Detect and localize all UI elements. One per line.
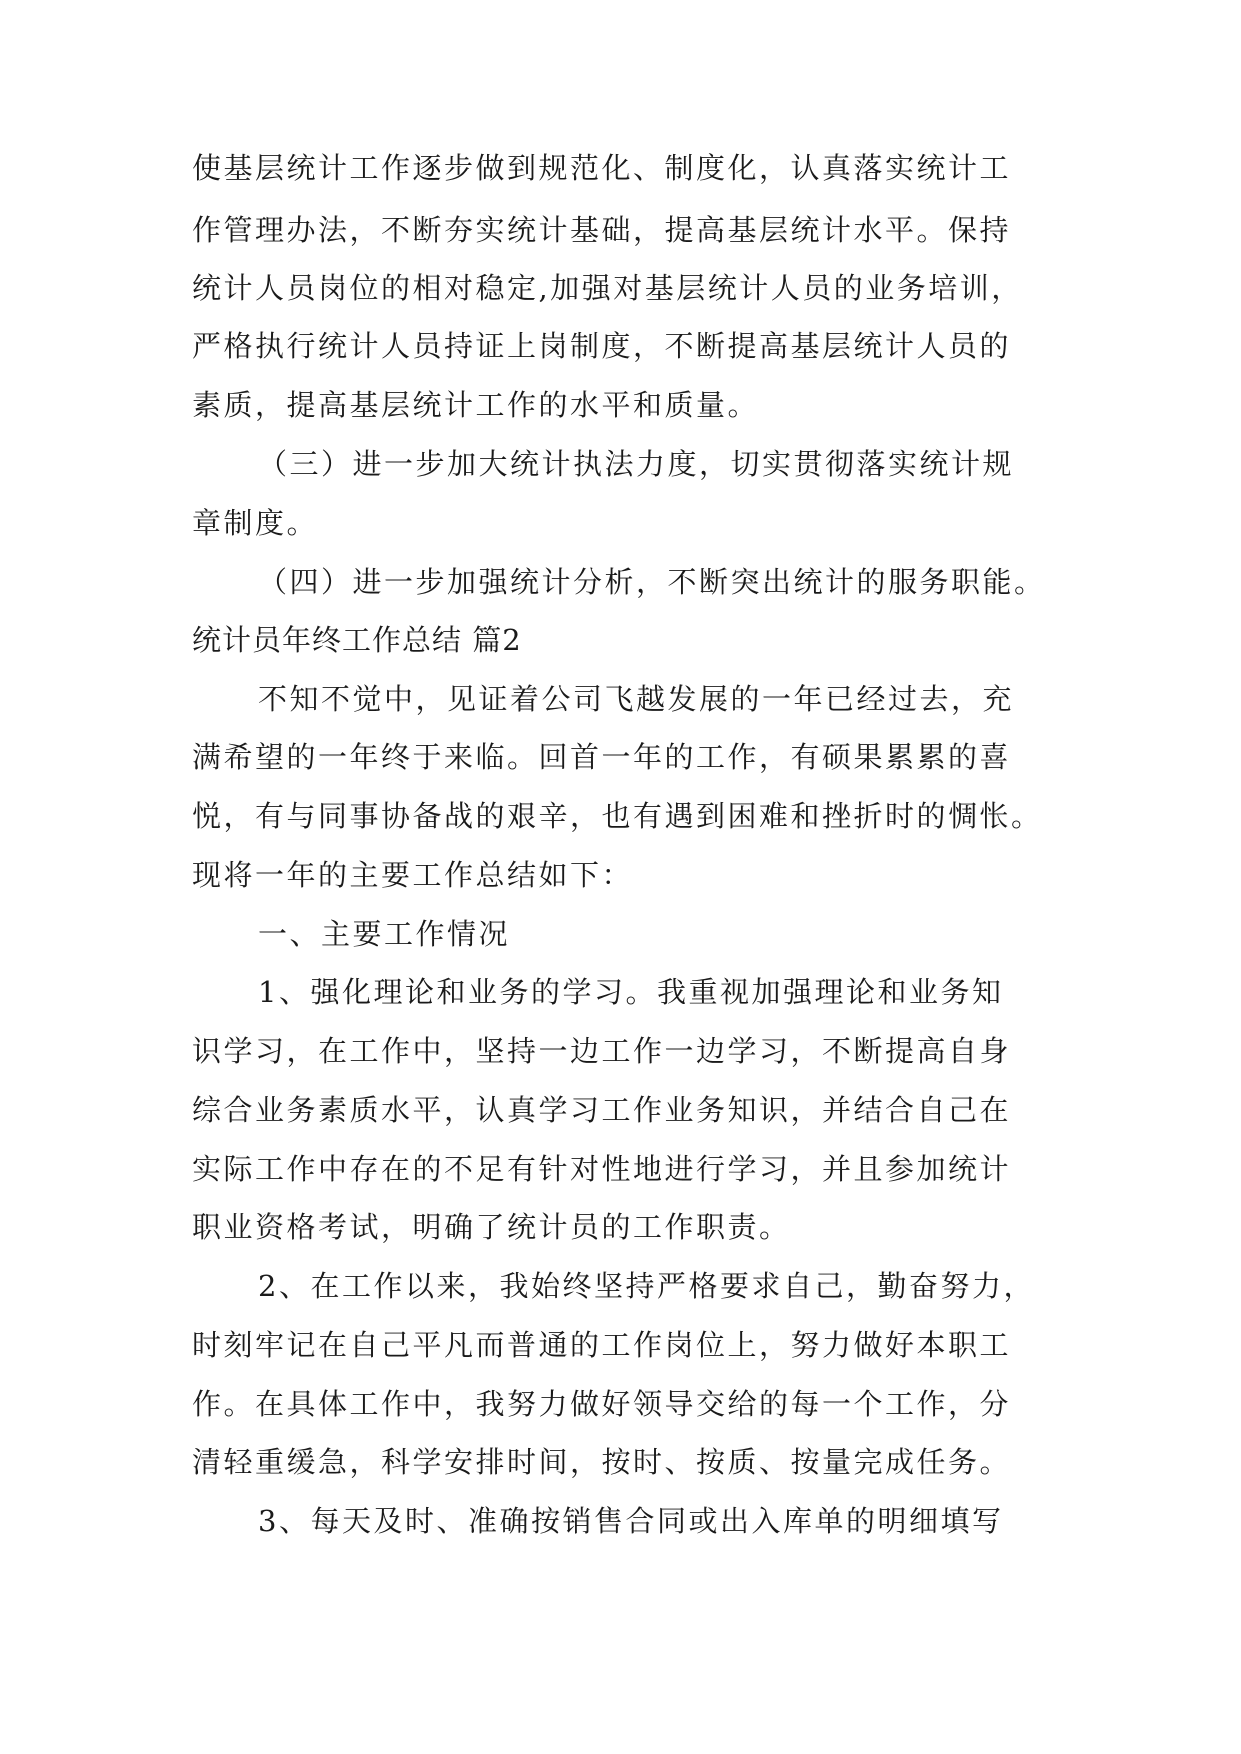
paragraph-line: 悦，有与同事协备战的艰辛，也有遇到困难和挫折时的惆怅。 (192, 799, 1043, 833)
section-heading-4: （四）进一步加强统计分析，不断突出统计的服务职能。 (258, 565, 1046, 599)
paragraph-line: 章制度。 (192, 506, 319, 540)
paragraph-line: 作。在具体工作中，我努力做好领导交给的每一个工作，分 (192, 1387, 1012, 1421)
paragraph-line: 识学习，在工作中，坚持一边工作一边学习，不断提高自身 (192, 1034, 1012, 1068)
paragraph-line: 现将一年的主要工作总结如下： (192, 858, 634, 892)
paragraph-line: 素质，提高基层统计工作的水平和质量。 (192, 388, 760, 422)
paragraph-line: 清轻重缓急，科学安排时间，按时、按质、按量完成任务。 (192, 1445, 1012, 1479)
paragraph-line: 不知不觉中，见证着公司飞越发展的一年已经过去，充 (258, 682, 1015, 716)
paragraph-line: 2、在工作以来，我始终坚持严格要求自己，勤奋努力， (258, 1269, 1035, 1303)
paragraph-line: 时刻牢记在自己平凡而普通的工作岗位上，努力做好本职工 (192, 1328, 1012, 1362)
paragraph-line: 实际工作中存在的不足有针对性地进行学习，并且参加统计 (192, 1152, 1012, 1186)
paragraph-line: 作管理办法，不断夯实统计基础，提高基层统计水平。保持 (192, 213, 1012, 247)
paragraph-line: 统计人员岗位的相对稳定,加强对基层统计人员的业务培训， (192, 271, 1023, 305)
section-heading-1: 一、主要工作情况 (258, 917, 511, 951)
article-title: 统计员年终工作总结 篇2 (192, 623, 522, 657)
paragraph-line: 使基层统计工作逐步做到规范化、制度化，认真落实统计工 (192, 151, 1012, 185)
paragraph-line: 职业资格考试，明确了统计员的工作职责。 (192, 1210, 791, 1244)
paragraph-line: 3、每天及时、准确按销售合同或出入库单的明细填写 (258, 1504, 1004, 1538)
paragraph-line: 严格执行统计人员持证上岗制度，不断提高基层统计人员的 (192, 329, 1012, 363)
paragraph-line: 满希望的一年终于来临。回首一年的工作，有硕果累累的喜 (192, 740, 1012, 774)
paragraph-line: 1、强化理论和业务的学习。我重视加强理论和业务知 (258, 975, 1004, 1009)
paragraph-line: 综合业务素质水平，认真学习工作业务知识，并结合自己在 (192, 1093, 1012, 1127)
section-heading-3: （三）进一步加大统计执法力度，切实贯彻落实统计规 (258, 447, 1015, 481)
